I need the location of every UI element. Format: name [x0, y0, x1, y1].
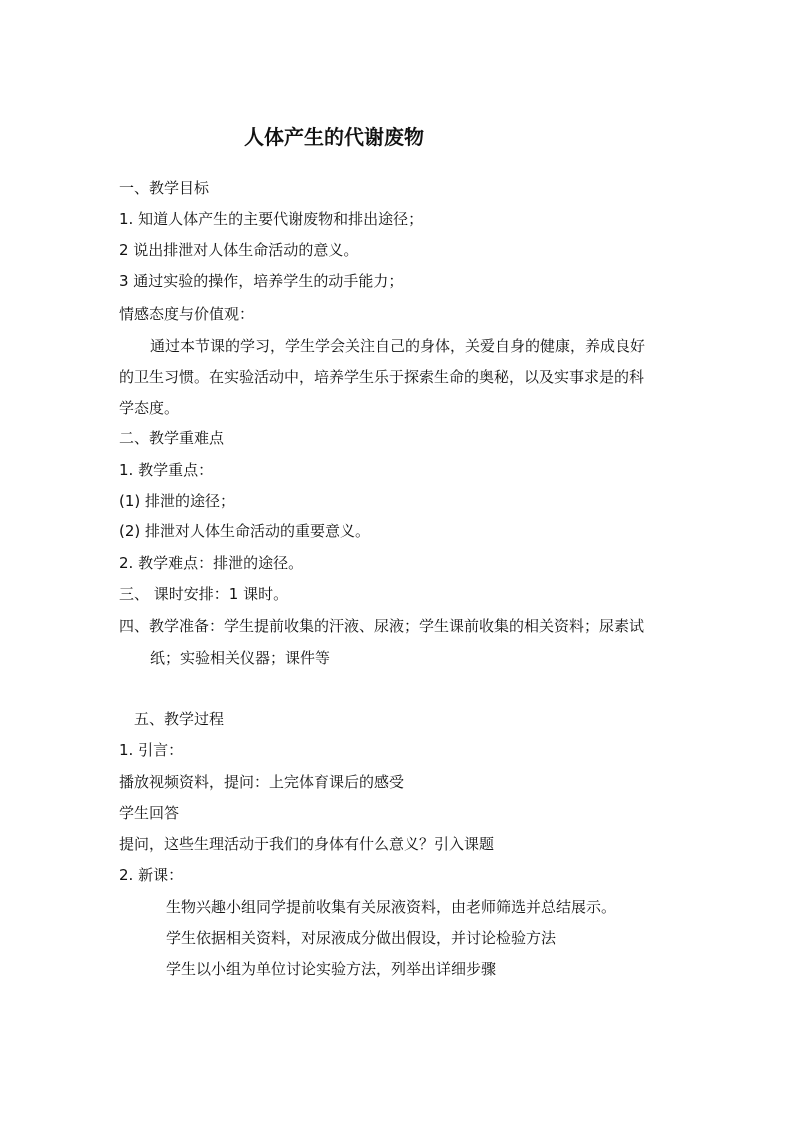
preparation-line-1: 四、教学准备：学生提前收集的汗液、尿液；学生课前收集的相关资料；尿素试	[119, 617, 645, 635]
section-heading-process: 五、教学过程	[134, 710, 225, 728]
preparation-line-2: 纸；实验相关仪器；课件等	[150, 649, 331, 667]
section-schedule: 三、 课时安排：1 课时。	[119, 585, 289, 603]
intro-heading: 1. 引言：	[119, 741, 184, 759]
objective-item-3: 3 通过实验的操作，培养学生的动手能力；	[119, 272, 404, 290]
emotion-text-line-3: 学态度。	[119, 399, 180, 417]
new-lesson-line-1: 生物兴趣小组同学提前收集有关尿液资料，由老师筛选并总结展示。	[166, 898, 617, 916]
intro-line-2: 学生回答	[119, 804, 180, 822]
key-point-item-4: 2. 教学难点：排泄的途径。	[119, 554, 304, 572]
intro-line-3: 提问，这些生理活动于我们的身体有什么意义？引入课题	[119, 835, 495, 853]
objective-item-1: 1. 知道人体产生的主要代谢废物和排出途径；	[119, 210, 424, 228]
document-title: 人体产生的代谢废物	[244, 125, 424, 149]
emotion-text-line-2: 的卫生习惯。在实验活动中，培养学生乐于探索生命的奥秘，以及实事求是的科	[119, 368, 645, 386]
intro-line-1: 播放视频资料，提问：上完体育课后的感受	[119, 773, 405, 791]
objective-item-2: 2 说出排泄对人体生命活动的意义。	[119, 241, 359, 259]
new-lesson-line-2: 学生依据相关资料，对尿液成分做出假设，并讨论检验方法	[166, 929, 557, 947]
key-point-item-3: (2) 排泄对人体生命活动的重要意义。	[119, 522, 371, 540]
emotion-heading: 情感态度与价值观：	[119, 305, 255, 323]
section-heading-key-points: 二、教学重难点	[119, 429, 225, 447]
new-lesson-line-3: 学生以小组为单位讨论实验方法，列举出详细步骤	[166, 960, 497, 978]
key-point-item-1: 1. 教学重点：	[119, 461, 214, 479]
key-point-item-2: (1) 排泄的途径；	[119, 492, 236, 510]
section-heading-objectives: 一、教学目标	[119, 179, 210, 197]
new-lesson-heading: 2. 新课：	[119, 866, 184, 884]
emotion-text-line-1: 通过本节课的学习，学生学会关注自己的身体，关爱自身的健康，养成良好	[150, 337, 646, 355]
